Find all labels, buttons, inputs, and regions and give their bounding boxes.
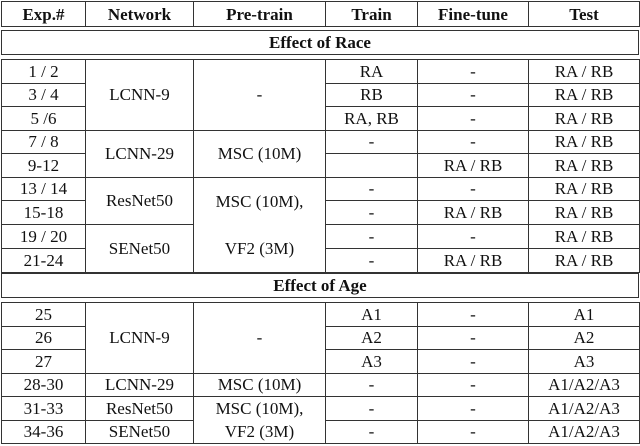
exp-cell: 34-36 — [2, 420, 86, 444]
network-cell: LCNN-29 — [86, 373, 194, 397]
train-cell: RA, RB — [326, 107, 418, 131]
finetune-cell: - — [418, 326, 529, 350]
finetune-cell: - — [418, 224, 529, 249]
network-cell: LCNN-9 — [86, 60, 194, 131]
test-cell: RA / RB — [529, 60, 640, 84]
finetune-cell: - — [418, 350, 529, 374]
table-row — [2, 303, 640, 327]
table-row — [2, 177, 640, 201]
table-row — [2, 130, 640, 154]
train-cell: - — [326, 201, 418, 225]
pretrain-cell: - — [194, 60, 326, 131]
exp-cell: 25 — [2, 303, 86, 327]
finetune-cell: - — [418, 107, 529, 131]
col-test: Test — [529, 2, 640, 27]
exp-cell: 21-24 — [2, 249, 86, 273]
race-table — [1, 59, 640, 273]
finetune-cell: - — [418, 397, 529, 421]
exp-cell: 5 /6 — [2, 107, 86, 131]
finetune-cell: - — [418, 130, 529, 154]
train-cell: RA — [326, 60, 418, 84]
test-cell: RA / RB — [529, 130, 640, 154]
col-exp: Exp.# — [2, 2, 86, 27]
test-cell: RA / RB — [529, 201, 640, 225]
train-cell: RB — [326, 83, 418, 107]
pretrain-line: MSC (10M), — [215, 399, 304, 418]
network-cell: ResNet50 — [86, 397, 194, 421]
test-cell: RA / RB — [529, 177, 640, 201]
header-row — [2, 2, 640, 27]
finetune-cell: RA / RB — [418, 201, 529, 225]
age-title-table — [1, 273, 639, 298]
pretrain-cell — [194, 177, 326, 272]
col-train: Train — [326, 2, 418, 27]
train-cell: - — [326, 130, 418, 154]
test-cell: A1 — [529, 303, 640, 327]
test-cell: A1/A2/A3 — [529, 420, 640, 444]
test-cell: RA / RB — [529, 83, 640, 107]
train-cell: - — [326, 224, 418, 249]
finetune-cell: RA / RB — [418, 154, 529, 178]
train-cell: - — [326, 177, 418, 201]
train-cell: - — [326, 249, 418, 273]
section-title-age: Effect of Age — [2, 274, 639, 298]
finetune-cell: - — [418, 83, 529, 107]
col-pretrain: Pre-train — [194, 2, 326, 27]
network-cell: ResNet50 — [86, 177, 194, 224]
exp-cell: 7 / 8 — [2, 130, 86, 154]
exp-cell: 26 — [2, 326, 86, 350]
exp-cell: 15-18 — [2, 201, 86, 225]
network-cell: LCNN-29 — [86, 130, 194, 177]
test-cell: RA / RB — [529, 249, 640, 273]
header-table — [1, 1, 640, 27]
finetune-cell: - — [418, 60, 529, 84]
pretrain-line: VF2 (3M) — [224, 422, 295, 441]
train-cell: A2 — [326, 326, 418, 350]
network-cell: SENet50 — [86, 420, 194, 444]
finetune-cell: - — [418, 420, 529, 444]
exp-cell: 9-12 — [2, 154, 86, 178]
finetune-cell: RA / RB — [418, 249, 529, 273]
exp-cell: 3 / 4 — [2, 83, 86, 107]
finetune-cell: - — [418, 303, 529, 327]
finetune-cell: - — [418, 373, 529, 397]
network-cell: SENet50 — [86, 224, 194, 272]
table-row — [2, 373, 640, 397]
exp-cell: 27 — [2, 350, 86, 374]
network-cell: LCNN-9 — [86, 303, 194, 374]
pretrain-cell — [194, 397, 326, 444]
train-cell: A1 — [326, 303, 418, 327]
pretrain-cell: - — [194, 303, 326, 374]
test-cell: A3 — [529, 350, 640, 374]
finetune-cell: - — [418, 177, 529, 201]
table-row — [2, 397, 640, 421]
train-cell — [326, 154, 418, 178]
test-cell: A1/A2/A3 — [529, 373, 640, 397]
age-table — [1, 302, 640, 444]
pretrain-line: VF2 (3M) — [224, 238, 295, 258]
train-cell: - — [326, 420, 418, 444]
test-cell: A2 — [529, 326, 640, 350]
pretrain-line: MSC (10M), — [215, 191, 304, 211]
col-network: Network — [86, 2, 194, 27]
pretrain-cell: MSC (10M) — [194, 373, 326, 397]
exp-cell: 1 / 2 — [2, 60, 86, 84]
test-cell: A1/A2/A3 — [529, 397, 640, 421]
train-cell: - — [326, 373, 418, 397]
exp-cell: 13 / 14 — [2, 177, 86, 201]
test-cell: RA / RB — [529, 224, 640, 249]
pretrain-cell: MSC (10M) — [194, 130, 326, 177]
exp-cell: 31-33 — [2, 397, 86, 421]
exp-cell: 28-30 — [2, 373, 86, 397]
exp-cell: 19 / 20 — [2, 224, 86, 249]
race-title-table — [1, 30, 639, 55]
col-finetune: Fine-tune — [418, 2, 529, 27]
train-cell: A3 — [326, 350, 418, 374]
test-cell: RA / RB — [529, 107, 640, 131]
test-cell: RA / RB — [529, 154, 640, 178]
table-row — [2, 60, 640, 84]
section-title-race: Effect of Race — [2, 31, 639, 55]
train-cell: - — [326, 397, 418, 421]
